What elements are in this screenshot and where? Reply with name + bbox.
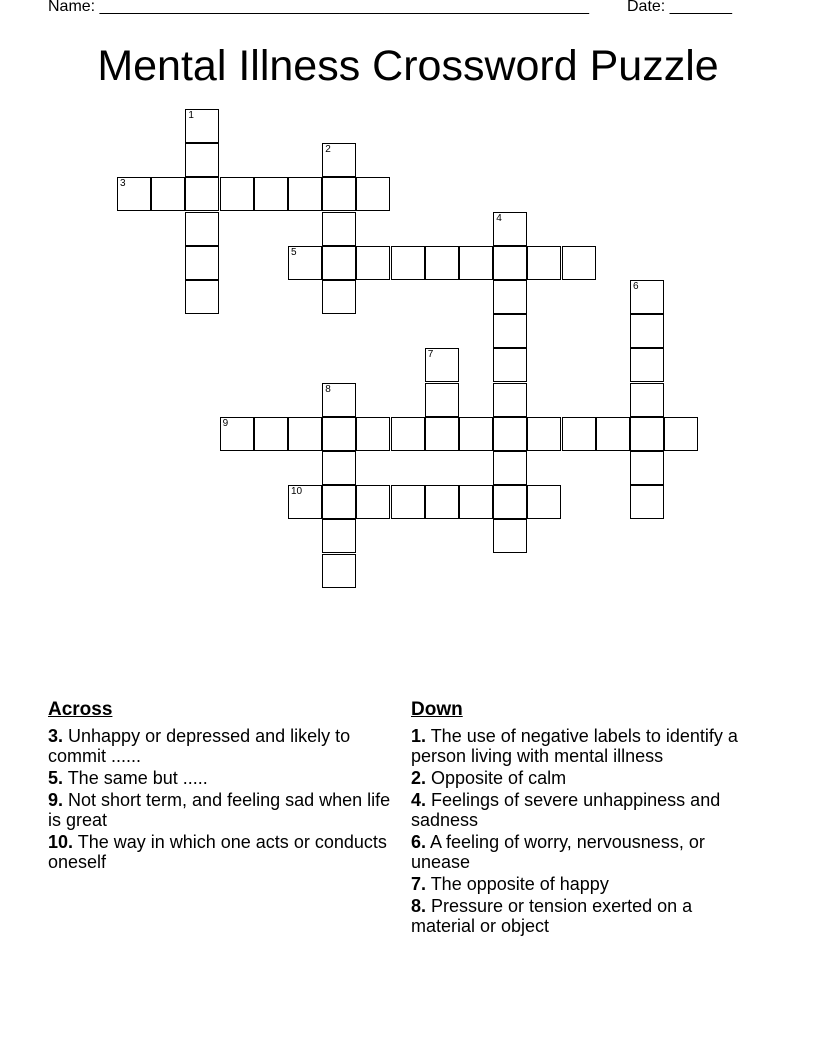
grid-cell[interactable] [254,177,288,211]
clue-number: 3 [120,178,126,190]
grid-cell[interactable] [425,417,459,451]
clue-number: 4 [496,212,502,224]
clue-number: 5. [48,768,64,788]
clue-number: 6 [633,281,639,292]
clue-text: Pressure or tension exerted on a material or object [411,896,693,936]
down-clue [411,768,756,788]
grid-cell[interactable] [322,383,356,417]
clue-number: 10. [48,832,74,852]
grid-cell[interactable] [288,417,322,451]
clue-number: 6. [411,832,427,852]
grid-cell[interactable] [630,280,664,314]
across-clue [48,768,393,788]
across-clues [48,700,393,874]
grid-cell[interactable] [322,485,356,519]
grid-cell[interactable] [425,485,459,519]
grid-cell[interactable] [630,348,664,382]
down-clue [411,726,756,766]
grid-cell[interactable] [493,280,527,314]
grid-cell[interactable] [630,314,664,348]
clue-text: Opposite of calm [426,768,567,788]
clue-number: 1. [411,726,427,746]
grid-cell[interactable] [527,246,561,280]
grid-cell[interactable] [356,177,390,211]
page-title: Mental Illness Crossword Puzzle [97,42,719,90]
grid-cell[interactable] [322,280,356,314]
grid-cell[interactable] [493,519,527,553]
grid-cell[interactable] [459,246,493,280]
clue-text: The opposite of happy [426,874,609,894]
grid-cell[interactable] [151,177,185,211]
grid-cell[interactable] [459,417,493,451]
clue-number: 7 [427,349,434,361]
date-field-label: Date: _______ [627,0,732,15]
grid-cell[interactable] [493,212,527,246]
clue-text: Not short term, and feeling sad when life is great [48,790,391,830]
grid-cell[interactable] [527,417,561,451]
grid-cell[interactable] [185,143,219,177]
clue-text: A feeling of worry, nervousness, or unease [411,832,705,872]
grid-cell[interactable] [493,246,527,280]
down-clue [411,790,756,830]
grid-cell[interactable] [288,246,322,280]
grid-cell[interactable] [220,417,254,451]
grid-cell[interactable] [596,417,630,451]
clue-text: Feelings of severe unhappiness and sadness [411,790,721,830]
across-heading: Across [48,699,113,720]
name-field-label: Name: _______________________________________________________ [48,0,589,15]
grid-cell[interactable] [322,246,356,280]
clue-number: 2. [411,768,427,788]
grid-cell[interactable] [493,485,527,519]
grid-cell[interactable] [493,314,527,348]
grid-cell[interactable] [391,246,425,280]
grid-cell[interactable] [322,212,356,246]
clue-number: 10 [291,486,303,498]
grid-cell[interactable] [391,417,425,451]
grid-cell[interactable] [254,417,288,451]
grid-cell[interactable] [527,485,561,519]
clue-number: 8 [325,383,331,395]
across-clue-list [48,726,393,872]
clue-text: The way in which one acts or conducts oneself [48,832,387,872]
clue-number: 8. [411,896,427,916]
grid-cell[interactable] [356,485,390,519]
grid-cell[interactable] [630,485,664,519]
clue-number: 9 [222,417,229,429]
grid-cell[interactable] [356,246,390,280]
grid-cell[interactable] [459,485,493,519]
grid-cell[interactable] [425,246,459,280]
clue-number: 5 [291,246,297,258]
clue-number: 4. [411,790,427,810]
grid-cell[interactable] [288,485,322,519]
across-clue [48,726,393,766]
grid-cell[interactable] [185,280,219,314]
clue-text: Unhappy or depressed and likely to commit ...... [48,726,351,766]
clue-number: 2 [325,144,331,156]
down-clue [411,874,756,894]
grid-cell[interactable] [220,177,254,211]
grid-cell[interactable] [356,417,390,451]
clue-number: 3. [48,726,64,746]
grid-cell[interactable] [322,177,356,211]
grid-cell[interactable] [630,417,664,451]
clue-text: The same but ..... [63,768,208,788]
clue-number: 9. [48,790,64,810]
grid-cell[interactable] [664,417,698,451]
grid-cell[interactable] [630,451,664,485]
grid-cell[interactable] [562,417,596,451]
clue-text: The use of negative labels to identify a person living with mental illness [411,726,738,766]
grid-cell[interactable] [185,246,219,280]
grid-cell[interactable] [288,177,322,211]
grid-cell[interactable] [493,451,527,485]
grid-cell[interactable] [425,383,459,417]
across-clue [48,790,393,830]
grid-cell[interactable] [493,417,527,451]
grid-cell[interactable] [322,519,356,553]
grid-cell[interactable] [425,348,459,382]
grid-cell[interactable] [185,212,219,246]
grid-cell[interactable] [322,143,356,177]
down-clues [411,700,756,938]
grid-cell[interactable] [493,383,527,417]
grid-cell[interactable] [322,451,356,485]
grid-cell[interactable] [322,554,356,588]
grid-cell[interactable] [117,177,151,211]
clue-number: 1 [188,110,194,121]
across-clue [48,832,393,872]
down-heading: Down [411,699,463,720]
down-clue-list [411,726,756,936]
grid-cell[interactable] [493,348,527,382]
grid-cell[interactable] [185,109,219,143]
grid-cell[interactable] [322,417,356,451]
grid-cell[interactable] [391,485,425,519]
clue-number: 7. [411,874,427,894]
grid-cell[interactable] [630,383,664,417]
grid-cell[interactable] [185,177,219,211]
down-clue [411,832,756,872]
grid-cell[interactable] [562,246,596,280]
down-clue [411,896,756,936]
